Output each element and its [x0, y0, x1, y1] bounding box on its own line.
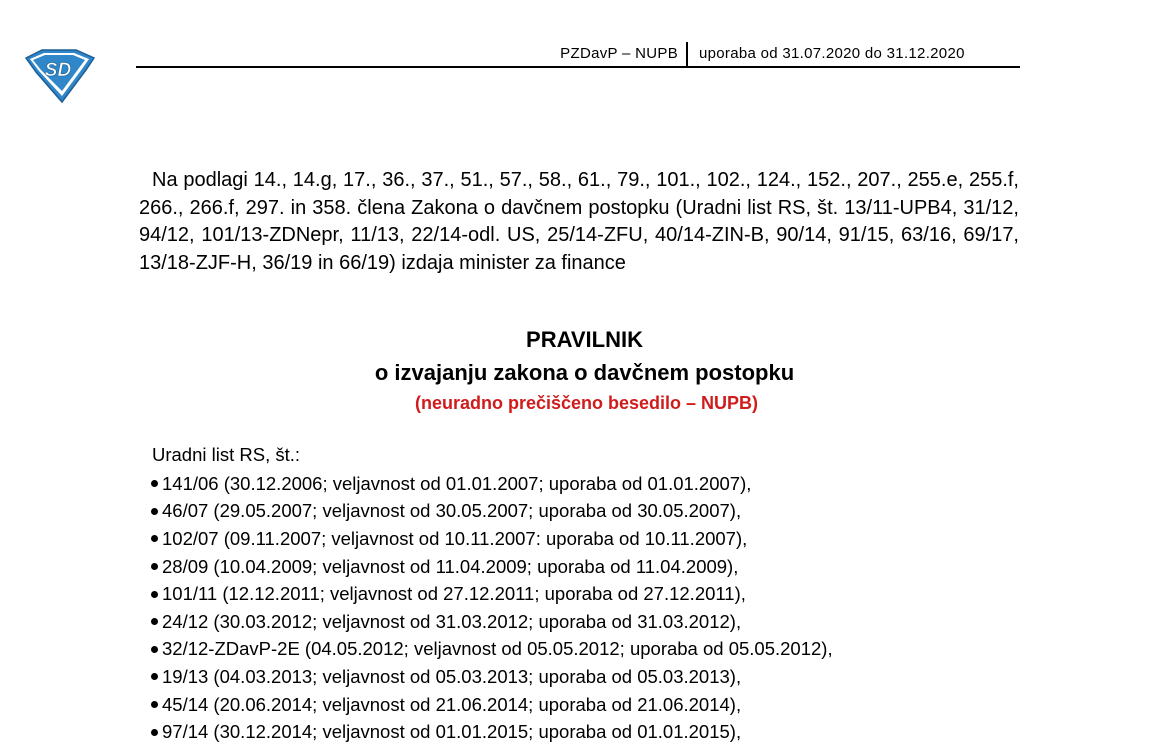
bullet-icon — [151, 701, 158, 708]
bullet-icon — [151, 646, 158, 653]
list-item-text: 102/07 (09.11.2007; veljavnost od 10.11.2007: uporaba od 10.11.2007), — [162, 527, 748, 549]
bullet-icon — [151, 673, 158, 680]
list-item — [151, 636, 833, 664]
gazette-list — [151, 470, 833, 746]
page-header — [136, 44, 1020, 68]
document-title: PRAVILNIK — [526, 327, 643, 352]
bullet-icon — [151, 508, 158, 515]
list-item — [151, 470, 833, 498]
list-item — [151, 580, 833, 608]
bullet-icon — [151, 591, 158, 598]
list-item-text: 141/06 (30.12.2006; veljavnost od 01.01.2007; uporaba od 01.01.2007), — [162, 472, 752, 494]
list-item — [151, 498, 833, 526]
list-item-text: 24/12 (30.03.2012; veljavnost od 31.03.2012; uporaba od 31.03.2012), — [162, 610, 742, 632]
sd-shield-logo-icon — [20, 46, 98, 104]
list-item — [151, 608, 833, 636]
bullet-icon — [151, 563, 158, 570]
bullet-icon — [151, 535, 158, 542]
list-item — [151, 691, 833, 719]
list-item-text: 19/13 (04.03.2013; veljavnost od 05.03.2013; uporaba od 05.03.2013), — [162, 665, 742, 687]
header-separator — [686, 42, 688, 66]
svg-text:SD: SD — [44, 60, 72, 81]
preamble-paragraph: Na podlagi 14., 14.g, 17., 36., 37., 51., 57., 58., 61., 79., 101., 102., 124., 152., 207., 255.e, 255.f, 266., 266.f, 297. in 358. člena Zakona o davčnem postopku (Uradni list RS, št. 13/11-UPB4, 31/12, 94/12, 101/13-ZDNepr, 11/13, 22/14-odl. US, 25/14-ZFU, 40/14-ZIN-B, 90/14, 91/15, 63/16, 69/17, 13/18-ZJF-H, 36/19 in 66/19) izdaja minister za finance — [139, 169, 1019, 274]
list-item — [151, 663, 833, 691]
list-item-text: 45/14 (20.06.2014; veljavnost od 21.06.2014; uporaba od 21.06.2014), — [162, 693, 742, 715]
list-item — [151, 525, 833, 553]
list-item-text: 28/09 (10.04.2009; veljavnost od 11.04.2009; uporaba od 11.04.2009), — [162, 555, 739, 577]
list-item — [151, 718, 833, 746]
list-item-text: 46/07 (29.05.2007; veljavnost od 30.05.2007; uporaba od 30.05.2007), — [162, 500, 742, 522]
list-item-text: 101/11 (12.12.2011; veljavnost od 27.12.2011; uporaba od 27.12.2011), — [162, 583, 746, 605]
header-usage-period: uporaba od 31.07.2020 do 31.12.2020 — [699, 45, 965, 62]
bullet-icon — [151, 618, 158, 625]
bullet-icon — [151, 480, 158, 487]
bullet-icon — [151, 729, 158, 736]
gazette-label: Uradni list RS, št.: — [152, 444, 301, 465]
list-item-text: 32/12-ZDavP-2E (04.05.2012; veljavnost od 05.05.2012; uporaba od 05.05.2012), — [162, 638, 833, 660]
header-doc-id: PZDavP – NUPB — [560, 45, 678, 62]
document-version-note: (neuradno prečiščeno besedilo – NUPB) — [414, 393, 759, 413]
list-item-text: 97/14 (30.12.2014; veljavnost od 01.01.2015; uporaba od 01.01.2015), — [162, 721, 742, 743]
list-item — [151, 553, 833, 581]
document-subtitle: o izvajanju zakona o davčnem postopku — [374, 360, 795, 385]
